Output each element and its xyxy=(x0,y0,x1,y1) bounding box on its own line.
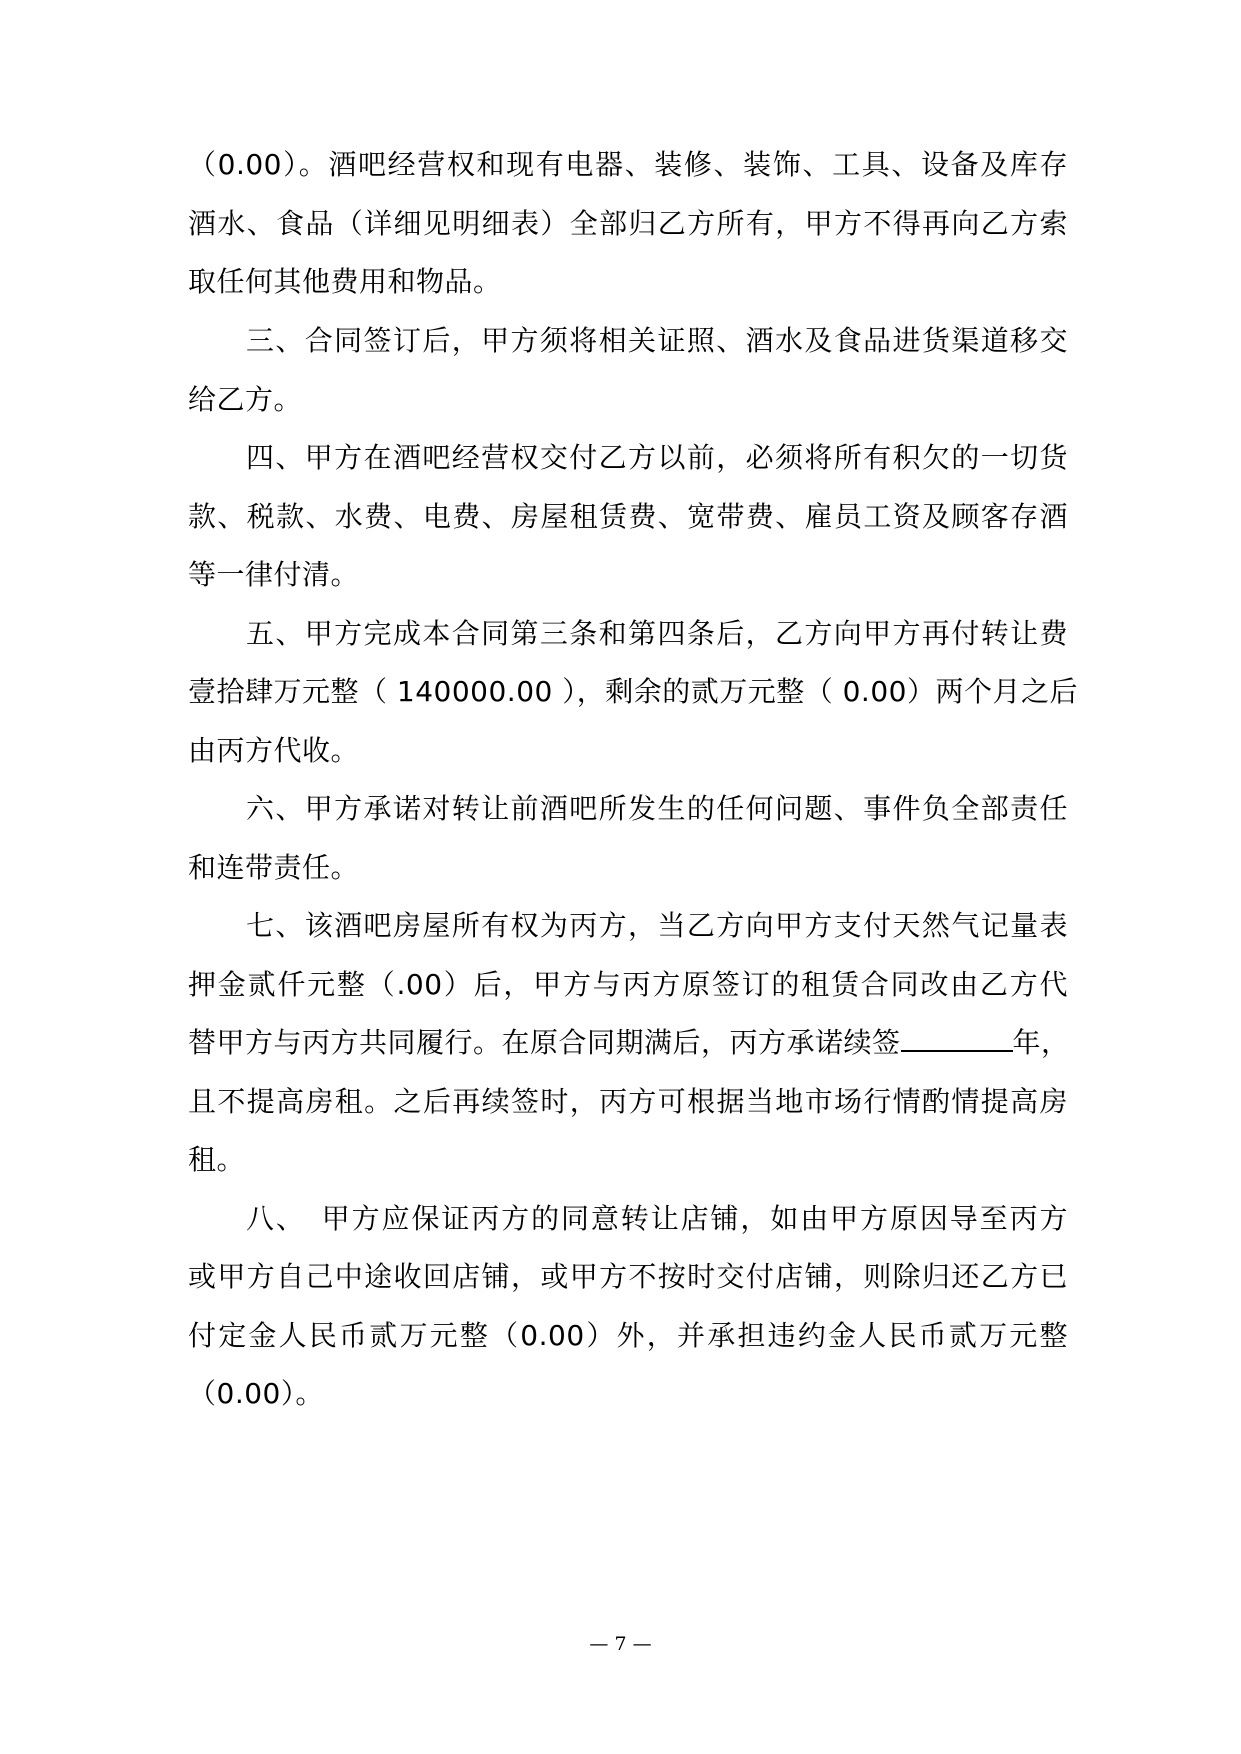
line-text: 年， xyxy=(1012,1026,1070,1059)
paragraph-line: 四、甲方在酒吧经营权交付乙方以前，必须将所有积欠的一切货 xyxy=(246,441,1068,474)
paragraph-line: 租。 xyxy=(188,1143,246,1176)
paragraph-line: 六、甲方承诺对转让前酒吧所发生的任何问题、事件负全部责任 xyxy=(246,792,1068,825)
paragraph-line: 付定金人民币贰万元整（0.00）外，并承担违约金人民币贰万元整 xyxy=(188,1319,1068,1352)
paragraph-line: 三、合同签订后，甲方须将相关证照、酒水及食品进货渠道移交 xyxy=(246,324,1068,357)
paragraph-line: 或甲方自己中途收回店铺，或甲方不按时交付店铺，则除归还乙方已 xyxy=(188,1260,1068,1293)
paragraph-line: 七、该酒吧房屋所有权为丙方，当乙方向甲方支付天然气记量表 xyxy=(246,909,1068,942)
page-number: — 7 — xyxy=(589,1633,652,1655)
paragraph-line: 由丙方代收。 xyxy=(188,734,360,767)
paragraph-line: 押金贰仟元整（.00）后，甲方与丙方原签订的租赁合同改由乙方代 xyxy=(188,968,1068,1001)
paragraph-line: 和连带责任。 xyxy=(188,851,360,884)
paragraph-line: 八、 甲方应保证丙方的同意转让店铺，如由甲方原因导至丙方 xyxy=(246,1202,1068,1235)
paragraph-line: 取任何其他费用和物品。 xyxy=(188,265,502,298)
paragraph-line: （0.00）。 xyxy=(188,1377,324,1410)
paragraph-line: 款、税款、水费、电费、房屋租赁费、宽带费、雇员工资及顾客存酒 xyxy=(188,500,1068,533)
paragraph-line: 五、甲方完成本合同第三条和第四条后，乙方向甲方再付转让费 xyxy=(246,617,1068,650)
paragraph-line: 壹拾肆万元整（ 140000.00 ），剩余的贰万元整（ 0.00）两个月之后 xyxy=(188,675,1078,708)
line-text: 替甲方与丙方共同履行。在原合同期满后，丙方承诺续签 xyxy=(188,1026,901,1059)
paragraph-line: 等一律付清。 xyxy=(188,558,360,591)
paragraph-line: （0.00）。酒吧经营权和现有电器、装修、装饰、工具、设备及库存 xyxy=(188,148,1068,181)
paragraph-line xyxy=(188,1023,1068,1063)
fill-in-blank xyxy=(901,1024,1013,1052)
paragraph-line: 给乙方。 xyxy=(188,383,303,416)
paragraph-line: 酒水、食品（详细见明细表）全部归乙方所有，甲方不得再向乙方索 xyxy=(188,207,1068,240)
paragraph-line: 且不提高房租。之后再续签时，丙方可根据当地市场行情酌情提高房 xyxy=(188,1085,1068,1118)
